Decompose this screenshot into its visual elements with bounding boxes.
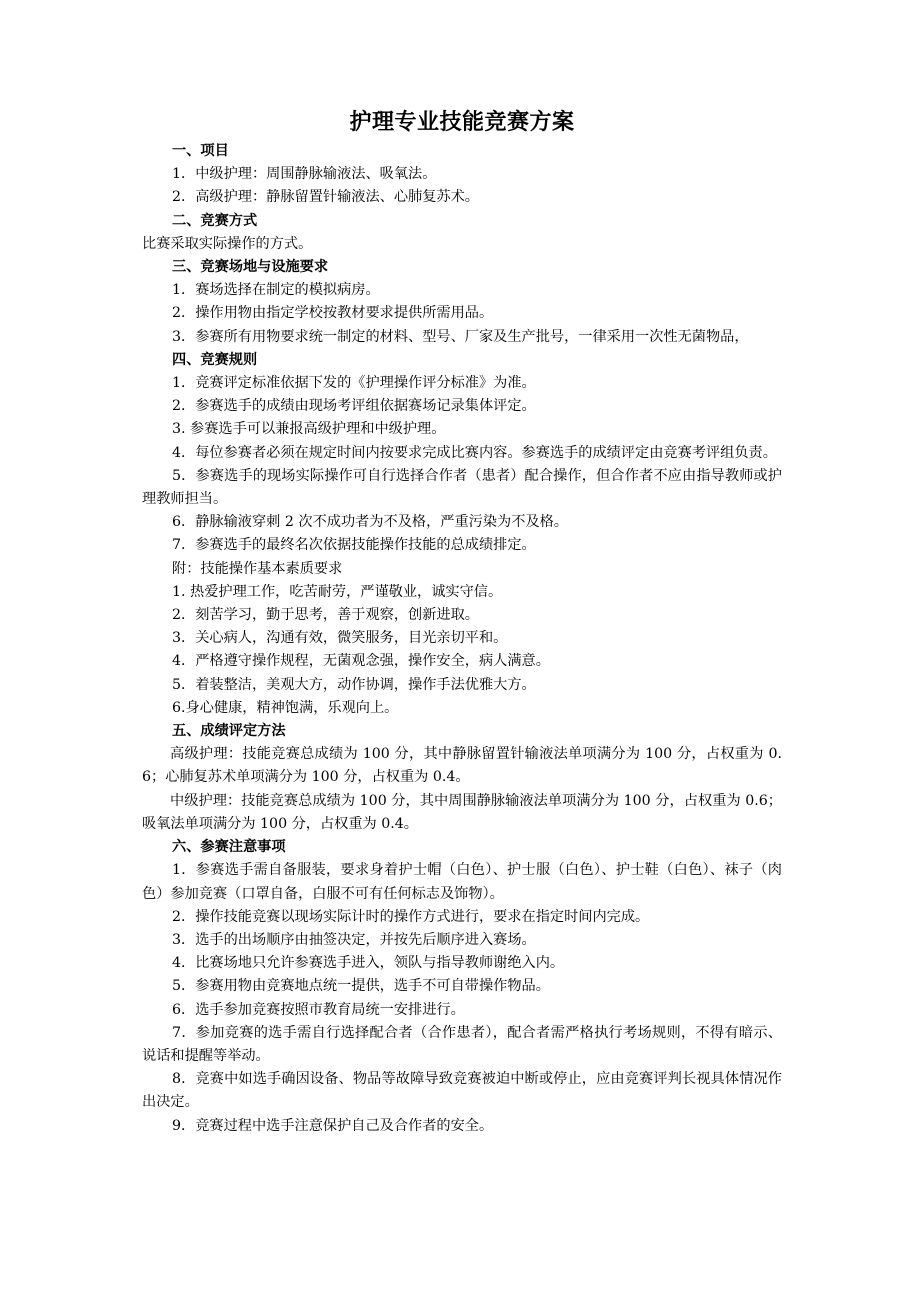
list-item: 1．竞赛评定标准依据下发的《护理操作评分标准》为准。: [172, 375, 536, 392]
list-item: 2．参赛选手的成绩由现场考评组依据赛场记录集体评定。: [172, 398, 536, 415]
list-item: 7．参加竞赛的选手需自行选择配合者（合作患者），配合者需严格执行考场规则，不得有暗示、说话和提醒等举动。: [142, 1024, 782, 1064]
section-text: 比赛采取实际操作的方式。: [142, 235, 313, 252]
paragraph: 高级护理：技能竞赛总成绩为 100 分，其中静脉留置针输液法单项满分为 100 分，占权重为 0.6；心肺复苏术单项满分为 100 分，占权重为 0.4。: [142, 746, 782, 786]
list-item: 1．参赛选手需自备服装，要求身着护士帽（白色）、护士服（白色）、护士鞋（白色）、袜子（肉色）参加竞赛（口罩自备，白服不可有任何标志及饰物）。: [142, 862, 782, 902]
list-item: 6.身心健康，精神饱满，乐观向上。: [172, 699, 399, 716]
list-item: 2．操作用物由指定学校按教材要求提供所需用品。: [172, 305, 494, 322]
appendix-title: 附：技能操作基本素质要求: [172, 560, 343, 577]
list-item: 3．选手的出场顺序由抽签决定，并按先后顺序进入赛场。: [172, 931, 536, 948]
section-heading-items: 一、项目: [172, 143, 229, 159]
list-item: 2．操作技能竞赛以现场实际计时的操作方式进行，要求在指定时间内完成。: [172, 908, 650, 925]
section-heading-notes: 六、参赛注意事项: [172, 839, 286, 856]
list-item: 9．竞赛过程中选手注意保护自己及合作者的安全。: [172, 1117, 494, 1134]
list-item: 3．关心病人，沟通有效，微笑服务，目光亲切平和。: [172, 630, 508, 647]
list-item: 6．静脉输液穿刺 2 次不成功者为不及格，严重污染为不及格。: [172, 514, 568, 531]
list-item: 1. 热爱护理工作，吃苦耐劳，严谨敬业，诚实守信。: [172, 583, 503, 600]
list-item: 8．竞赛中如选手确因设备、物品等故障导致竞赛被迫中断或停止，应由竞赛评判长视具体情况作出决定。: [142, 1071, 782, 1111]
list-item: 3．参赛所有用物要求统一制定的材料、型号、厂家及生产批号，一律采用一次性无菌物品，: [172, 328, 749, 345]
list-item: 5．参赛选手的现场实际操作可自行选择合作者（患者）配合操作，但合作者不应由指导教师或护理教师担当。: [142, 467, 782, 508]
paragraph: 中级护理：技能竞赛总成绩为 100 分，其中周围静脉输液法单项满分为 100 分，占权重为 0.6；吸氧法单项满分为 100 分，占权重为 0.4。: [142, 792, 782, 832]
list-item: 3. 参赛选手可以兼报高级护理和中级护理。: [172, 421, 446, 438]
document-body: [142, 106, 782, 1138]
list-item: 2．高级护理：静脉留置针输液法、心肺复苏术。: [172, 189, 479, 206]
section-heading-format: 二、竞赛方式: [172, 212, 258, 229]
list-item: 7．参赛选手的最终名次依据技能操作技能的总成绩排定。: [172, 537, 536, 554]
section-heading-scoring: 五、成绩评定方法: [172, 723, 286, 740]
list-item: 2．刻苦学习，勤于思考，善于观察，创新进取。: [172, 607, 479, 624]
list-item: 4．严格遵守操作规程，无菌观念强，操作安全，病人满意。: [172, 653, 550, 670]
list-item: 4．每位参赛者必须在规定时间内按要求完成比赛内容。参赛选手的成绩评定由竞赛考评组负责。: [172, 444, 777, 461]
list-item: 6．选手参加竞赛按照市教育局统一安排进行。: [172, 1001, 465, 1018]
list-item: 1．赛场选择在制定的模拟病房。: [172, 282, 380, 299]
section-heading-rules: 四、竞赛规则: [172, 351, 258, 368]
list-item: 5．着装整洁，美观大方，动作协调，操作手法优雅大方。: [172, 676, 536, 693]
list-item: 4．比赛场地只允许参赛选手进入，领队与指导教师谢绝入内。: [172, 955, 565, 972]
section-heading-venue: 三、竞赛场地与设施要求: [172, 259, 329, 276]
list-item: 1．中级护理：周围静脉输液法、吸氧法。: [172, 166, 437, 183]
list-item: 5．参赛用物由竞赛地点统一提供，选手不可自带操作物品。: [172, 978, 550, 995]
document-title: 护理专业技能竞赛方案: [349, 110, 575, 135]
